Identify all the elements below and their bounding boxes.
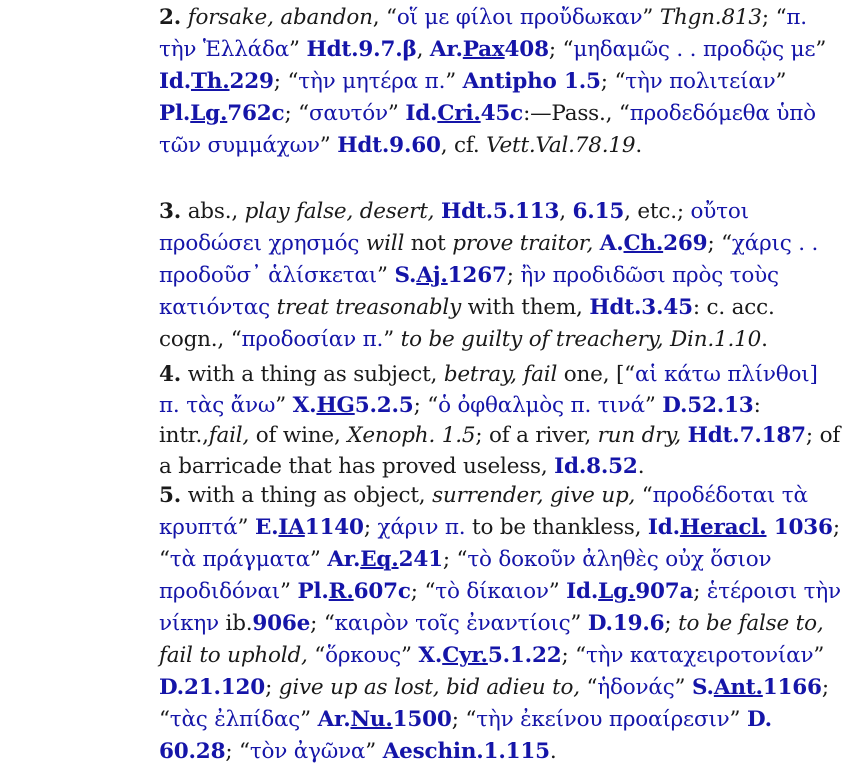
entry-text: ” xyxy=(377,263,395,288)
citation-link[interactable]: R. xyxy=(328,579,354,604)
citation-link[interactable]: D.19.6 xyxy=(587,611,665,636)
sense-number: 4. xyxy=(159,362,182,387)
entry-text: ” xyxy=(300,707,318,732)
greek-phrase: οὔτοι προδώσει χρησμός xyxy=(159,199,749,256)
citation-link[interactable]: Cri. xyxy=(437,101,481,126)
greek-phrase: χάρις . . προδοῦσ᾽ ἁλίσκεται xyxy=(159,231,819,288)
entry-text: ; xyxy=(363,515,378,540)
entry-text: ” xyxy=(309,547,328,572)
citation-link[interactable]: X. xyxy=(292,392,317,418)
entry-text: :—Pass., “ xyxy=(523,101,630,126)
citation-link[interactable]: 5.1.22 xyxy=(487,643,562,668)
italic-gloss: Xenoph. 1.5 xyxy=(347,423,476,448)
citation-link[interactable]: Pl. xyxy=(297,579,329,604)
greek-phrase: τὴν πολιτείαν xyxy=(625,69,776,94)
entry-text: ; “ xyxy=(225,739,250,764)
entry-text: . xyxy=(549,739,557,764)
entry-text: , xyxy=(559,199,573,224)
citation-link[interactable]: Ar. xyxy=(327,547,361,572)
entry-text: ; “ xyxy=(159,675,829,732)
citation-link[interactable]: 269 xyxy=(663,231,708,256)
entry-text xyxy=(359,231,366,256)
entry-text: ; “ xyxy=(442,547,468,572)
greek-phrase: προδοσίαν π. xyxy=(241,327,384,352)
citation-link[interactable]: Ch. xyxy=(623,231,664,256)
entry-text: “ xyxy=(307,643,326,668)
citation-link[interactable]: S. xyxy=(394,263,417,288)
italic-gloss: treat treasonably xyxy=(276,295,462,320)
entry-text: ” xyxy=(644,392,663,418)
greek-phrase: τὴν καταχειροτονίαν xyxy=(585,643,814,668)
italic-gloss: Vett.Val.78.19 xyxy=(486,133,636,158)
entry-text: ” xyxy=(383,327,401,352)
citation-link[interactable]: 1500 xyxy=(392,707,452,732)
entry-text: ” xyxy=(445,69,463,94)
greek-phrase: ἡδονάς xyxy=(597,675,675,700)
entry-text: , etc.; xyxy=(624,199,691,224)
entry-text: ” xyxy=(729,707,747,732)
citation-link[interactable]: 906e xyxy=(252,611,311,636)
italic-gloss: play false, desert, xyxy=(244,199,435,224)
entry-text: with a thing as subject, xyxy=(187,362,444,387)
citation-link[interactable]: Eq. xyxy=(360,547,399,572)
sense-4 xyxy=(159,360,844,482)
italic-gloss: betray, fail xyxy=(443,362,558,387)
italic-gloss: forsake, abandon xyxy=(187,5,373,30)
entry-text: , “ xyxy=(372,5,397,30)
citation-link[interactable]: 1140 xyxy=(304,515,364,540)
entry-text: ; xyxy=(265,675,279,700)
entry-text: ” xyxy=(674,675,692,700)
entry-text: ; “ xyxy=(410,579,436,604)
citation-link[interactable]: 762c xyxy=(227,101,285,126)
entry-text: ; “ xyxy=(284,101,309,126)
citation-link[interactable]: Hdt.9.60 xyxy=(337,133,441,158)
sense-2 xyxy=(159,2,844,162)
citation-link[interactable]: Nu. xyxy=(350,707,393,732)
citation-link[interactable]: 6.15 xyxy=(572,199,625,224)
citation-link[interactable]: 1166 xyxy=(762,675,822,700)
citation-link[interactable]: 229 xyxy=(229,69,274,94)
entry-text: ; “ xyxy=(451,707,477,732)
italic-gloss: to be false to, fail to uphold, xyxy=(159,611,824,668)
greek-phrase: τὸ δίκαιον xyxy=(435,579,549,604)
entry-text: ” xyxy=(813,643,825,668)
citation-link[interactable]: 45c xyxy=(480,101,524,126)
entry-text: ; “ xyxy=(600,69,626,94)
greek-phrase: προδεδόμεθα ὑπὸ τῶν συμμάχων xyxy=(159,101,816,158)
entry-text: ” xyxy=(642,5,660,30)
entry-text: ” xyxy=(319,133,338,158)
citation-link[interactable]: 607c xyxy=(353,579,411,604)
citation-link[interactable]: Cyr. xyxy=(442,643,488,668)
entry-text: ” xyxy=(237,515,255,540)
citation-link[interactable]: Pax xyxy=(462,37,505,62)
entry-text: . xyxy=(761,327,768,352)
sense-number: 3. xyxy=(159,199,182,224)
citation-link[interactable]: D.21.120 xyxy=(159,675,266,700)
entry-text: ” xyxy=(400,643,419,668)
italic-gloss: fail, xyxy=(208,423,250,448)
entry-text: ” xyxy=(815,37,827,62)
greek-phrase: καιρὸν τοῖς ἐναντίοις xyxy=(334,611,571,636)
citation-link[interactable]: Id. xyxy=(566,579,599,604)
greek-phrase: ἑτέροισι τὴν νίκην xyxy=(159,579,841,636)
greek-phrase: χάριν π. xyxy=(377,515,466,540)
greek-phrase: τὸ δοκοῦν ἀληθὲς οὐχ ὅσιον προδιδόναι xyxy=(159,547,772,604)
greek-phrase: αἱ κάτω πλίνθοι] π. τὰς ἄνω xyxy=(159,362,818,418)
greek-phrase: τὴν ἐκείνου προαίρεσιν xyxy=(476,707,730,732)
entry-text: , cf. xyxy=(440,133,487,158)
entry-text: one, [“ xyxy=(557,362,635,387)
sense-body xyxy=(159,362,840,479)
entry-text: ib. xyxy=(218,611,253,636)
entry-text: , xyxy=(416,37,430,62)
citation-link[interactable]: 907a xyxy=(635,579,694,604)
entry-text xyxy=(270,295,277,320)
italic-gloss: run dry, xyxy=(597,423,681,448)
sense-5 xyxy=(159,480,844,768)
greek-phrase: ὅρκους xyxy=(325,643,401,668)
citation-link[interactable]: HG xyxy=(316,392,355,418)
entry-text: ; “ xyxy=(707,231,732,256)
citation-link[interactable]: 1036 xyxy=(766,515,833,540)
greek-phrase: οἵ με φίλοι προὔδωκαν xyxy=(396,5,643,30)
greek-phrase: τὰ πράγματα xyxy=(169,547,310,572)
entry-text: ; of a barricade that has proved useless, xyxy=(159,423,841,479)
entry-text: ” xyxy=(280,579,298,604)
entry-text: abs., xyxy=(187,199,245,224)
citation-link[interactable]: Hdt.9.7.β xyxy=(306,37,417,62)
entry-text: ” xyxy=(289,37,307,62)
entry-text: ; “ xyxy=(761,5,787,30)
entry-text: ” xyxy=(275,392,293,418)
entry-text: not xyxy=(404,231,453,256)
entry-text: ” xyxy=(570,611,588,636)
entry-text: with a thing as object, xyxy=(187,483,433,508)
citation-link[interactable]: Aeschin.1.115 xyxy=(382,739,550,764)
entry-text: . xyxy=(635,133,642,158)
citation-link[interactable]: D. 60.28 xyxy=(159,707,772,764)
italic-gloss: give up as lost, bid adieu to, xyxy=(278,675,580,700)
italic-gloss: will xyxy=(365,231,405,256)
entry-text: ; “ xyxy=(310,611,335,636)
entry-text: ; “ xyxy=(159,515,840,572)
entry-text: ; “ xyxy=(561,643,586,668)
citation-link[interactable]: Id. xyxy=(405,101,438,126)
citation-link[interactable]: IA xyxy=(278,515,305,540)
greek-phrase: μηδαμῶς . . προδῷς με xyxy=(573,37,816,62)
citation-link[interactable]: A. xyxy=(599,231,624,256)
sense-body xyxy=(159,199,818,352)
greek-phrase: π. τὴν Ἑλλάδα xyxy=(159,5,807,62)
entry-text: ” xyxy=(548,579,567,604)
greek-phrase: ἢν προδιδῶσι πρὸς τοὺς κατιόντας xyxy=(159,263,779,320)
citation-link[interactable]: 1267 xyxy=(447,263,507,288)
entry-text: ; xyxy=(693,579,707,604)
citation-link[interactable]: Pl. xyxy=(159,101,191,126)
italic-gloss: Thgn.813 xyxy=(659,5,762,30)
sense-3 xyxy=(159,196,844,356)
italic-gloss: surrender, give up, xyxy=(432,483,636,508)
entry-text: to be thankless, xyxy=(465,515,648,540)
citation-link[interactable]: 5.2.5 xyxy=(354,392,414,418)
citation-link[interactable]: Heracl. xyxy=(679,515,767,540)
entry-text: ; xyxy=(506,263,521,288)
citation-link[interactable]: Th. xyxy=(190,69,230,94)
citation-link[interactable]: 408 xyxy=(504,37,549,62)
entry-text: of wine, xyxy=(249,423,348,448)
entry-text: ; “ xyxy=(273,69,299,94)
greek-phrase: σαυτόν xyxy=(308,101,388,126)
citation-link[interactable]: Hdt.7.187 xyxy=(687,423,806,448)
citation-link[interactable]: Lg. xyxy=(598,579,636,604)
italic-gloss: prove traitor, xyxy=(452,231,594,256)
citation-link[interactable]: 241 xyxy=(398,547,443,572)
entry-text: ” xyxy=(775,69,787,94)
entry-text: “ xyxy=(579,675,598,700)
entry-text: : intr., xyxy=(159,392,761,448)
sense-number: 2. xyxy=(159,5,182,30)
citation-link[interactable]: Id. xyxy=(159,69,191,94)
entry-text: ; “ xyxy=(548,37,574,62)
citation-link[interactable]: Id.8.52 xyxy=(554,453,638,479)
entry-text: ” xyxy=(387,101,406,126)
citation-link[interactable]: D.52.13 xyxy=(662,392,754,418)
greek-phrase: ὁ ὀφθαλμὸς π. τινά xyxy=(438,392,645,418)
citation-link[interactable]: Hdt.3.45 xyxy=(589,295,693,320)
greek-phrase: τὸν ἀγῶνα xyxy=(249,739,366,764)
greek-phrase: τὰς ἐλπίδας xyxy=(169,707,301,732)
citation-link[interactable]: Id. xyxy=(647,515,680,540)
sense-body xyxy=(159,483,841,764)
italic-gloss: to be guilty of treachery, Din.1.10 xyxy=(400,327,762,352)
entry-text: “ xyxy=(635,483,653,508)
citation-link[interactable]: E. xyxy=(254,515,279,540)
entry-text xyxy=(593,231,600,256)
entry-text: ; of a river, xyxy=(475,423,598,448)
citation-link[interactable]: Aj. xyxy=(416,263,448,288)
citation-link[interactable]: Hdt.5.113 xyxy=(440,199,560,224)
citation-link[interactable]: X. xyxy=(418,643,443,668)
citation-link[interactable]: Antipho 1.5 xyxy=(462,69,601,94)
sense-number: 5. xyxy=(159,483,182,508)
entry-text: : c. acc. cogn., “ xyxy=(159,295,775,352)
entry-text xyxy=(681,423,688,448)
citation-link[interactable]: Ar. xyxy=(317,707,351,732)
entry-text: ; xyxy=(664,611,679,636)
entry-text: . xyxy=(637,453,645,479)
citation-link[interactable]: Lg. xyxy=(190,101,228,126)
citation-link[interactable]: S. xyxy=(691,675,714,700)
entry-text: ” xyxy=(365,739,383,764)
entry-text xyxy=(434,199,441,224)
entry-text: with them, xyxy=(461,295,590,320)
greek-phrase: τὴν μητέρα π. xyxy=(298,69,446,94)
entry-text: ; “ xyxy=(413,392,439,418)
greek-phrase: προδέδοται τὰ κρυπτά xyxy=(159,483,808,540)
sense-body xyxy=(159,5,826,158)
citation-link[interactable]: Ar. xyxy=(429,37,463,62)
citation-link[interactable]: Ant. xyxy=(713,675,763,700)
